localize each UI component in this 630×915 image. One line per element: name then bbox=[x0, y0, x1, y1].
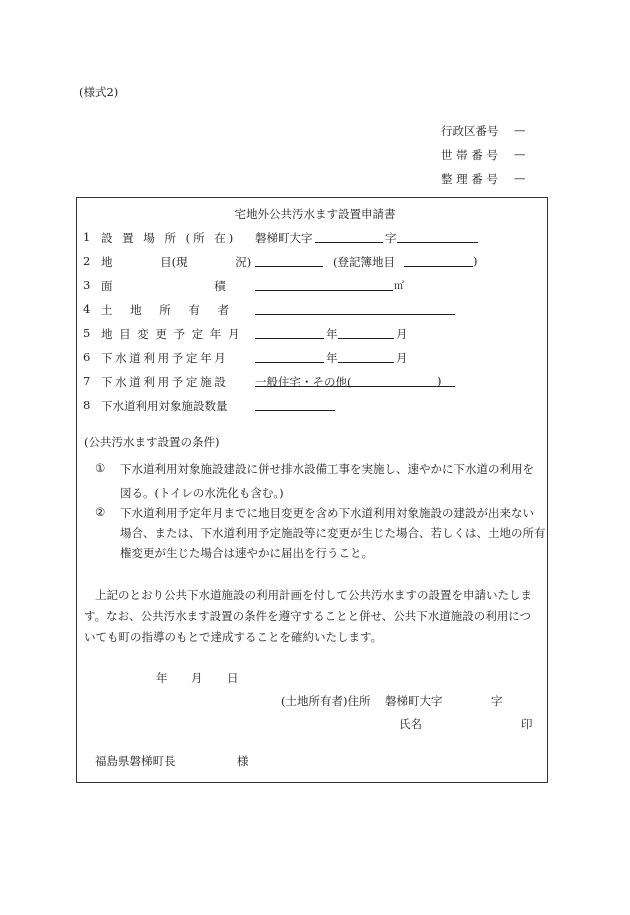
row-label-category-change-date: 地 目 変 更 予 定 年 月 bbox=[101, 327, 240, 341]
land-category-current-field[interactable] bbox=[255, 266, 323, 267]
row-label-planned-facility: 下 水 道 利 用 予 定 施 設 bbox=[101, 375, 226, 389]
village-label: 磐梯町大字 bbox=[255, 231, 313, 245]
row-number: 6 bbox=[83, 350, 91, 364]
row-label-landowner: 土 地 所 有 者 bbox=[101, 303, 230, 317]
applicant-village-label: 磐梯町大字 bbox=[385, 694, 443, 708]
aza-label: 字 bbox=[385, 231, 397, 245]
form-number-label: (様式2) bbox=[79, 85, 119, 99]
row-label-facility-quantity: 下水道利用対象施設数量 bbox=[101, 399, 228, 413]
month-label: 月 bbox=[396, 327, 408, 341]
facility-option: 一般住宅・その他( bbox=[255, 375, 352, 389]
row-number: 4 bbox=[83, 302, 91, 316]
declaration-line: 上記のとおり公共下水道施設の利用計画を付して公共汚水ますの設置を申請いたしま bbox=[95, 588, 532, 602]
declaration-line: いても町の指導のもとで達成することを確約いたします。 bbox=[84, 630, 383, 644]
category-change-year-field[interactable] bbox=[255, 338, 324, 339]
condition-text-line: 図る。(トイレの水洗化も含む。) bbox=[120, 486, 284, 500]
date-year-label: 年 bbox=[156, 671, 168, 685]
admin-number-label: 行政区番号 bbox=[441, 124, 499, 138]
category-change-month-field[interactable] bbox=[338, 338, 394, 339]
form-title: 宅地外公共汚水ます設置申請書 bbox=[234, 207, 396, 221]
household-number-label: 世 帯 番 号 bbox=[441, 148, 498, 162]
seal-mark: 印 bbox=[521, 717, 533, 731]
row-number: 2 bbox=[83, 254, 91, 268]
facility-option-close: ) bbox=[437, 374, 442, 388]
reference-number-dash: — bbox=[514, 171, 526, 185]
household-number-dash: — bbox=[514, 147, 526, 161]
square-meter-unit: ㎡ bbox=[394, 281, 404, 292]
sewer-use-month-field[interactable] bbox=[338, 362, 394, 363]
row-number: 8 bbox=[83, 398, 91, 412]
row-label-sewer-use-date: 下 水 道 利 用 予 定 年 月 bbox=[101, 351, 226, 365]
conditions-heading: (公共汚水ます設置の条件) bbox=[84, 435, 220, 449]
condition-text-line: 下水道利用対象施設建設に併せ排水設備工事を実施し、速やかに下水道の利用を bbox=[120, 462, 534, 476]
area-field[interactable] bbox=[255, 290, 393, 291]
row-label-area: 面 積 bbox=[101, 279, 226, 293]
row-number: 5 bbox=[83, 326, 91, 340]
year-label: 年 bbox=[326, 351, 338, 365]
aza-name-field[interactable] bbox=[397, 242, 478, 243]
registered-category-field[interactable] bbox=[404, 266, 473, 267]
registered-category-label: (登記簿地目 bbox=[333, 255, 395, 269]
row-number: 1 bbox=[83, 230, 91, 244]
addressee-honorific: 様 bbox=[237, 754, 249, 768]
registered-category-close: ) bbox=[473, 254, 478, 268]
applicant-aza-label: 字 bbox=[491, 694, 503, 708]
month-label: 月 bbox=[396, 351, 408, 365]
year-label: 年 bbox=[326, 327, 338, 341]
applicant-address-label: (土地所有者)住所 bbox=[281, 694, 371, 708]
condition-text-line: 権変更が生じた場合は速やかに届出を行うこと。 bbox=[120, 546, 373, 560]
row-number: 7 bbox=[83, 374, 91, 388]
row-number: 3 bbox=[83, 278, 91, 292]
applicant-name-label: 氏名 bbox=[399, 717, 422, 731]
sewer-use-year-field[interactable] bbox=[255, 362, 324, 363]
facility-quantity-field[interactable] bbox=[255, 410, 335, 411]
row-label-land-category: 地 目(現 況) bbox=[101, 255, 252, 269]
admin-number-dash: — bbox=[514, 123, 526, 137]
row-label-location: 設 置 場 所 (所 在) bbox=[101, 231, 237, 245]
condition-text-line: 下水道利用予定年月までに地目変更を含め下水道利用対象施設の建設が出来ない bbox=[120, 506, 534, 520]
facility-option-field[interactable] bbox=[255, 386, 455, 387]
landowner-field[interactable] bbox=[255, 314, 455, 315]
date-day-label: 日 bbox=[227, 671, 239, 685]
condition-mark: ① bbox=[95, 461, 106, 475]
declaration-line: す。なお、公共汚水ます設置の条件を遵守することと併せ、公共下水道施設の利用につ bbox=[84, 609, 532, 623]
village-name-field[interactable] bbox=[315, 242, 383, 243]
condition-text-line: 場合、または、下水道利用予定施設等に変更が生じた場合、若しくは、土地の所有 bbox=[120, 526, 546, 540]
reference-number-label: 整 理 番 号 bbox=[441, 172, 498, 186]
addressee-name: 福島県磐梯町長 bbox=[95, 754, 176, 768]
condition-mark: ② bbox=[95, 505, 106, 519]
date-month-label: 月 bbox=[191, 671, 203, 685]
